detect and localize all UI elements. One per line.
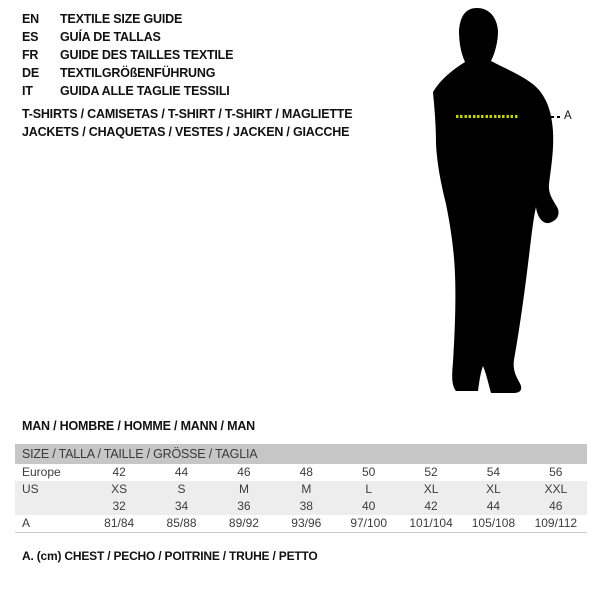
size-value: 42 xyxy=(424,499,438,513)
size-table xyxy=(15,444,587,533)
size-value: 93/96 xyxy=(291,516,322,530)
size-value: XL xyxy=(486,482,501,496)
size-value: 44 xyxy=(486,499,501,513)
size-value: 36 xyxy=(237,499,251,513)
language-text: GUIDE DES TAILLES TEXTILE xyxy=(60,48,234,62)
size-value: 44 xyxy=(174,465,189,479)
table-row-us-letters xyxy=(15,481,587,498)
size-value: XS xyxy=(111,482,128,496)
size-value: 85/88 xyxy=(166,516,197,530)
language-code: FR xyxy=(22,48,39,62)
size-value: 46 xyxy=(549,499,563,513)
size-table-header: SIZE / TALLA / TAILLE / GRÖSSE / TAGLIA xyxy=(15,444,587,464)
measure-label-a: A xyxy=(564,110,572,122)
row-label: Europe xyxy=(22,465,61,479)
size-value: M xyxy=(301,482,312,496)
size-value: 81/84 xyxy=(104,516,135,530)
size-value: 38 xyxy=(299,499,313,513)
row-label: US xyxy=(22,482,39,496)
section-title-man: MAN / HOMBRE / HOMME / MANN / MAN xyxy=(22,419,255,433)
size-value: 34 xyxy=(174,499,189,513)
language-list xyxy=(22,10,233,100)
language-code: IT xyxy=(22,84,33,98)
garment-categories xyxy=(22,105,352,141)
chest-measure-dashes xyxy=(456,115,519,118)
language-row-fr xyxy=(22,46,233,64)
size-value: 101/104 xyxy=(409,516,453,530)
language-text: TEXTILGRÖßENFÜHRUNG xyxy=(60,66,216,80)
size-value: 50 xyxy=(362,465,376,479)
size-value: XL xyxy=(423,482,439,496)
man-silhouette xyxy=(415,5,575,395)
language-row-it xyxy=(22,82,233,100)
garment-line-tshirts: T-SHIRTS / CAMISETAS / T-SHIRT / T-SHIRT / MAGLIETTE xyxy=(22,107,353,121)
language-row-en xyxy=(22,10,233,28)
row-label: A xyxy=(22,516,31,530)
language-text: TEXTILE SIZE GUIDE xyxy=(60,12,183,26)
language-code: ES xyxy=(22,30,39,44)
size-value: S xyxy=(177,482,186,496)
measurement-footnote: A. (cm) CHEST / PECHO / POITRINE / TRUHE / PETTO xyxy=(22,549,318,563)
size-value: 54 xyxy=(486,465,501,479)
size-value: 40 xyxy=(362,499,376,513)
size-value: XXL xyxy=(544,482,568,496)
table-row-chest-a xyxy=(15,515,587,532)
size-value: 42 xyxy=(112,465,126,479)
table-row-us-numeric xyxy=(15,498,587,515)
row-label xyxy=(15,498,88,515)
language-code: DE xyxy=(22,66,39,80)
size-value: 32 xyxy=(112,499,126,513)
size-value: L xyxy=(365,482,373,496)
garment-line-jackets: JACKETS / CHAQUETAS / VESTES / JACKEN / GIACCHE xyxy=(22,125,350,139)
measure-extension-dashes xyxy=(545,116,560,118)
size-value: 89/92 xyxy=(228,516,259,530)
size-value: 48 xyxy=(299,465,313,479)
size-value: 97/100 xyxy=(350,516,388,530)
size-value: 105/108 xyxy=(471,516,516,530)
language-text: GUIDA ALLE TAGLIE TESSILI xyxy=(60,84,230,98)
size-value: 46 xyxy=(237,465,251,479)
size-value: 56 xyxy=(549,465,563,479)
table-row-europe xyxy=(15,464,587,481)
language-code: EN xyxy=(22,12,39,26)
size-value: 109/112 xyxy=(534,516,578,530)
language-text: GUÍA DE TALLAS xyxy=(60,30,161,44)
language-row-de xyxy=(22,64,233,82)
size-value: M xyxy=(238,482,249,496)
language-row-es xyxy=(22,28,233,46)
size-value: 52 xyxy=(424,465,438,479)
